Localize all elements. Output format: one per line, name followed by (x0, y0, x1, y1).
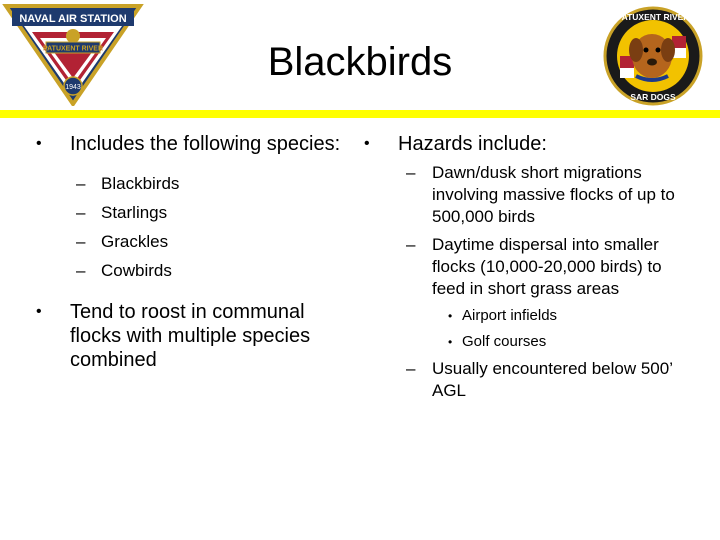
dash-icon: – (76, 261, 86, 280)
hazard-item (362, 162, 692, 228)
sar-bottom-text: SAR DOGS (630, 92, 676, 102)
hazard-text: Usually encountered below 500’ AGL (432, 359, 673, 400)
location-item (362, 306, 692, 326)
bullet-item (362, 132, 692, 156)
bullet-item (34, 132, 344, 156)
dash-icon: – (406, 235, 416, 254)
bullet-text: Hazards include: (398, 133, 547, 155)
species-text: Blackbirds (101, 174, 180, 193)
title-divider (0, 110, 720, 118)
logo-banner-text: PATUXENT RIVER (42, 45, 104, 53)
left-column (34, 132, 344, 388)
location-text: Airport infields (462, 307, 558, 324)
hazard-item (362, 234, 692, 300)
species-list (34, 172, 344, 282)
slide-title: Blackbirds (267, 40, 453, 84)
species-text: Starlings (101, 203, 168, 222)
dash-icon: – (406, 359, 416, 378)
bullet-text: Tend to roost in communal flocks with multiple species combined (70, 301, 311, 371)
bullet-dot-icon: • (448, 335, 453, 349)
hazard-text: Dawn/dusk short migrations involving massive flocks of up to 500,000 birds (432, 163, 675, 226)
species-item (34, 172, 344, 195)
dash-icon: – (406, 163, 416, 182)
dash-icon: – (76, 203, 86, 222)
bullet-dot-icon: • (36, 135, 42, 152)
location-text: Golf courses (462, 333, 547, 350)
species-text: Cowbirds (101, 261, 172, 280)
bullet-dot-icon: • (448, 309, 453, 323)
sar-top-text: PATUXENT RIVER (616, 12, 690, 22)
species-item (34, 230, 344, 253)
naval-air-station-logo (2, 2, 144, 106)
right-column (362, 132, 692, 408)
species-item (34, 259, 344, 282)
species-item (34, 201, 344, 224)
logo-year: 1943 (65, 84, 81, 91)
bullet-dot-icon: • (364, 135, 370, 152)
hazard-item (362, 358, 692, 402)
bullet-text: Includes the following species: (70, 133, 341, 155)
sar-dogs-logo (592, 6, 714, 106)
bullet-item (34, 300, 344, 372)
hazard-text: Daytime dispersal into smaller flocks (10,000-20,000 birds) to feed in short grass areas (432, 235, 662, 298)
anchor-emblem-icon (66, 29, 80, 43)
dash-icon: – (76, 174, 86, 193)
dash-icon: – (76, 232, 86, 251)
bullet-dot-icon: • (36, 303, 42, 320)
species-text: Grackles (101, 232, 169, 251)
logo-top-text: NAVAL AIR STATION (19, 13, 127, 25)
location-item (362, 332, 692, 352)
